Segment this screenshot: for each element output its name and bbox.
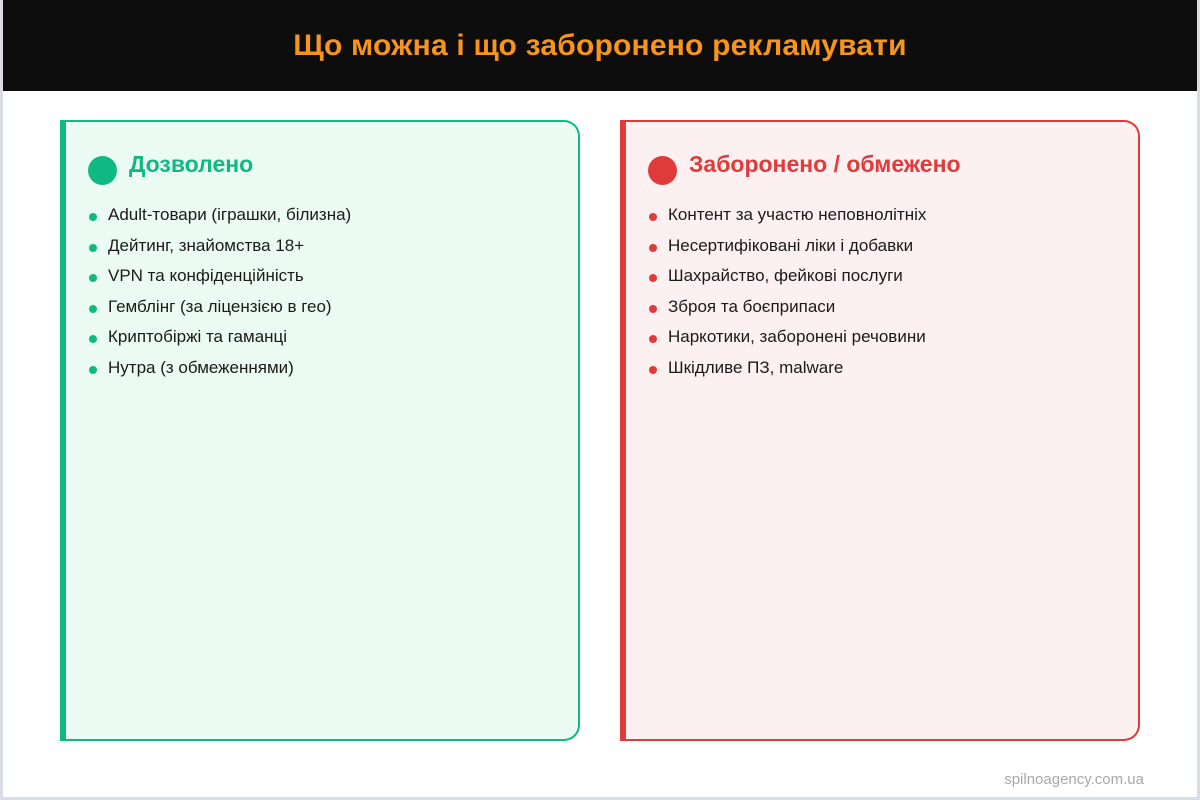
bullet-icon	[89, 335, 97, 343]
list-item	[89, 322, 351, 353]
list-item	[89, 353, 351, 384]
list-item	[649, 292, 926, 323]
list-item	[649, 353, 926, 384]
forbidden-card	[620, 120, 1140, 741]
bullet-icon	[89, 366, 97, 374]
list-item	[89, 261, 351, 292]
list-item	[649, 261, 926, 292]
page-header	[0, 0, 1200, 91]
list-item-label: Наркотики, заборонені речовини	[668, 327, 926, 347]
forbidden-card-title: Заборонено / обмежено	[689, 151, 961, 177]
list-item	[89, 292, 351, 323]
bullet-icon	[649, 244, 657, 252]
list-item-label: Шкідливе ПЗ, malware	[668, 357, 844, 377]
bullet-icon	[649, 305, 657, 313]
allowed-list	[89, 200, 351, 383]
allowed-card-header	[88, 144, 253, 185]
list-item-label: VPN та конфіденційність	[108, 266, 304, 286]
allowed-card-title: Дозволено	[129, 151, 254, 177]
list-item-label: Нутра (з обмеженнями)	[108, 357, 294, 377]
bullet-icon	[649, 335, 657, 343]
list-item-label: Зброя та боєприпаси	[668, 296, 836, 316]
bullet-icon	[649, 274, 657, 282]
forbidden-dot-icon	[648, 156, 677, 185]
bullet-icon	[649, 366, 657, 374]
bullet-icon	[89, 274, 97, 282]
list-item	[89, 231, 351, 262]
allowed-card	[60, 120, 580, 741]
list-item	[649, 231, 926, 262]
bullet-icon	[89, 305, 97, 313]
bullet-icon	[649, 213, 657, 221]
footer-site-link[interactable]: spilnoagency.com.ua	[1004, 771, 1144, 788]
list-item-label: Гемблінг (за ліцензією в гео)	[108, 296, 332, 316]
list-item-label: Дейтинг, знайомства 18+	[108, 235, 305, 255]
list-item	[649, 200, 926, 231]
list-item-label: Криптобіржі та гаманці	[108, 327, 288, 347]
list-item-label: Несертифіковані ліки і добавки	[668, 235, 914, 255]
bullet-icon	[89, 213, 97, 221]
allowed-dot-icon	[88, 156, 117, 185]
list-item	[649, 322, 926, 353]
list-item	[89, 200, 351, 231]
forbidden-card-header	[648, 144, 961, 185]
forbidden-list	[649, 200, 926, 383]
list-item-label: Шахрайство, фейкові послуги	[668, 266, 903, 286]
page-title: Що можна і що заборонено рекламувати	[293, 28, 907, 62]
bullet-icon	[89, 244, 97, 252]
list-item-label: Adult-товари (іграшки, білизна)	[108, 205, 352, 225]
list-item-label: Контент за участю неповнолітніх	[668, 205, 927, 225]
